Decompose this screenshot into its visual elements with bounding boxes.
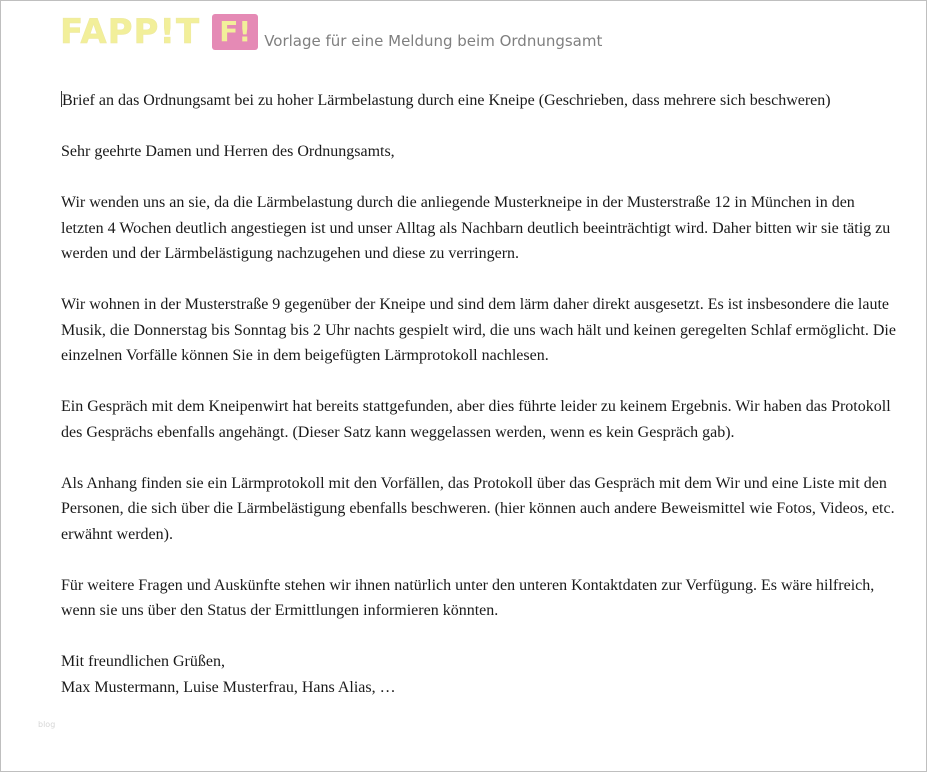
- letter-paragraph-3: Ein Gespräch mit dem Kneipenwirt hat bereits stattgefunden, aber dies führte leider zu keinem Ergebnis. Wir haben das Protokoll des Gesprächs ebenfalls angehängt. (Dieser Satz kann weggelassen werden, wenn es kein Gespräch gab).: [61, 398, 891, 441]
- letter-paragraph-4: Als Anhang finden sie ein Lärmprotokoll mit den Vorfällen, das Protokoll über das Gespräch mit dem Wir und eine Liste mit den Personen, die sich über die Lärmbelästigung ebenfalls beschweren. (hier können auch andere Beweismittel wie Fotos, Videos, etc. erwähnt werden).: [61, 474, 895, 543]
- letter-subject: [61, 88, 901, 114]
- letter-signatories: Max Mustermann, Luise Musterfrau, Hans Alias, …: [61, 678, 396, 696]
- letter-body[interactable]: [61, 88, 901, 700]
- template-title: Vorlage für eine Meldung beim Ordnungsamt: [264, 32, 603, 50]
- brand-logo-icon: F!: [212, 14, 258, 50]
- letter-paragraph-1: Wir wenden uns an sie, da die Lärmbelastung durch die anliegende Musterkneipe in der Musterstraße 12 in München in den letzten 4 Wochen deutlich angestiegen ist und unser Alltag als Nachbarn deutlich beeinträchtigt wird. Daher bitten wir sie tätig zu werden und der Lärmbelästigung nachzugehen und diese zu verringern.: [61, 194, 891, 262]
- letter-closing: Mit freundlichen Grüßen,: [61, 653, 225, 670]
- brand-logo-text: FAPP!T: [60, 12, 201, 52]
- watermark: blog: [38, 720, 56, 729]
- letter-subject-text: Brief an das Ordnungsamt bei zu hoher Lärmbelastung durch eine Kneipe (Geschrieben, dass mehrere sich beschweren): [62, 92, 831, 109]
- document-header: [60, 10, 602, 50]
- letter-salutation: Sehr geehrte Damen und Herren des Ordnungsamts,: [61, 143, 395, 160]
- letter-paragraph-2: Wir wohnen in der Musterstraße 9 gegenüber der Kneipe und sind dem lärm daher direkt ausgesetzt. Es ist insbesondere die laute Musik, die Donnerstag bis Sonntag bis 2 Uhr nachts gespielt wird, die uns wach hält und keinen geregelten Schlaf ermöglicht. Die einzelnen Vorfälle können Sie in dem beigefügten Lärmprotokoll nachlesen.: [61, 296, 896, 364]
- letter-paragraph-5: Für weitere Fragen und Auskünfte stehen wir ihnen natürlich unter den unteren Kontaktdaten zur Verfügung. Es wäre hilfreich, wenn sie uns über den Status der Ermittlungen informieren könnten.: [61, 576, 875, 619]
